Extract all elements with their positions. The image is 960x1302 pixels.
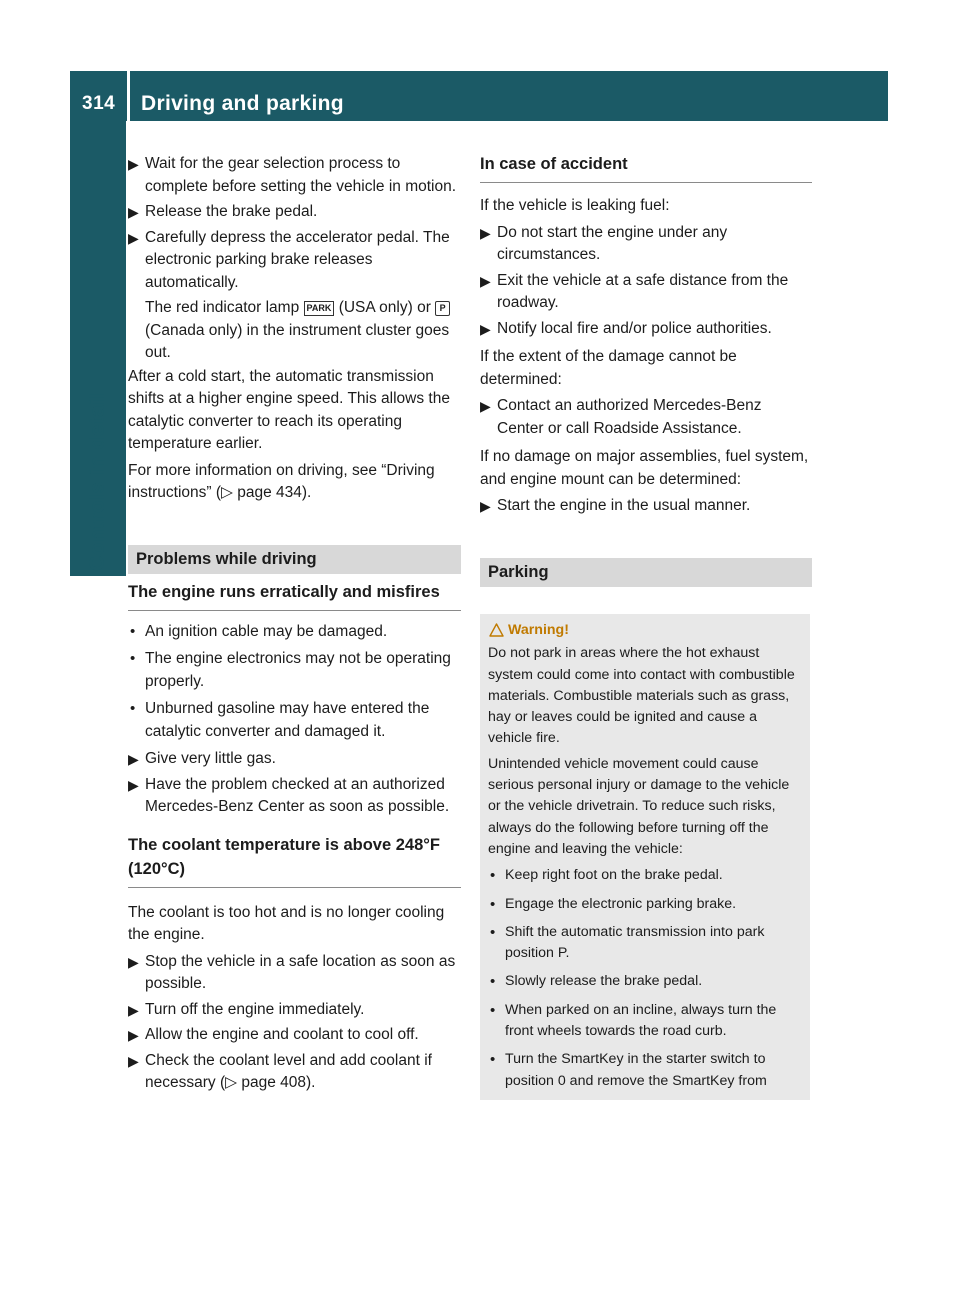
section-heading: Parking [480, 558, 812, 587]
bullet-item: • An ignition cable may be damaged. [130, 622, 388, 640]
step-item: ▶ Check the coolant level and add coolant if necessary (▷ page 408). [128, 1051, 432, 1091]
p-lamp-icon: P [435, 301, 450, 316]
step-marker: ▶ [128, 156, 139, 172]
subsection-heading: In case of accident [480, 152, 812, 183]
step-item: ▶ Have the problem checked at an authorized Mercedes-Benz Center as soon as possible. [128, 775, 450, 815]
chapter-title: Driving and parking [141, 92, 344, 115]
warning-box [480, 614, 810, 1100]
step-item: ▶ Do not start the engine under any circumstances. [480, 223, 728, 263]
step-item: ▶ Release the brake pedal. [128, 201, 461, 224]
page-number: 314 [82, 93, 116, 114]
step-item: ▶ Exit the vehicle at a safe distance from the roadway. [480, 271, 789, 311]
step-marker: ▶ [128, 204, 139, 220]
warning-bullet: • Keep right foot on the brake pedal. [490, 867, 723, 885]
park-lamp-icon: PARK [304, 301, 335, 316]
warning-title: Warning! [488, 620, 802, 641]
page-header [70, 71, 888, 121]
bullet-item: • Unburned gasoline may have entered the catalytic converter and damaged it. [130, 700, 430, 740]
paragraph: After a cold start, the automatic transmission shifts at a higher engine speed. This allows the catalytic converter to reach its operating temperature earlier. [128, 367, 450, 452]
step-item: ▶ Notify local fire and/or police authorities. [480, 319, 772, 337]
bullet-item: • The engine electronics may not be operating properly. [130, 650, 451, 690]
subsection-heading: The engine runs erratically and misfires [128, 580, 461, 611]
step-item: ▶ Contact an authorized Mercedes-Benz Center or call Roadside Assistance. [480, 397, 762, 437]
step-item: ▶ Carefully depress the accelerator pedal. The electronic parking brake releases automatically. [128, 228, 450, 291]
step-item: ▶ Wait for the gear selection process to complete before setting the vehicle in motion. [128, 155, 457, 195]
step-marker: ▶ [128, 229, 139, 246]
warning-triangle-icon [489, 623, 504, 637]
paragraph: The coolant is too hot and is no longer cooling the engine. [128, 903, 445, 943]
right-column [480, 152, 812, 587]
paragraph: If no damage on major assemblies, fuel system, and engine mount can be determined: [480, 448, 809, 488]
warning-bullet: • When parked on an incline, always turn the front wheels towards the road curb. [490, 1001, 777, 1040]
section-heading: Problems while driving [128, 545, 461, 574]
warning-paragraph: Do not park in areas where the hot exhaust system could come into contact with combustible materials. Combustible materials such as grass, hay or leaves could be ignited and cause a vehicle fire. [488, 645, 795, 747]
warning-bullet: • Engage the electronic parking brake. [490, 895, 737, 913]
step-item: ▶ Turn off the engine immediately. [128, 1000, 365, 1018]
step-item: ▶ Allow the engine and coolant to cool off. [128, 1026, 419, 1043]
step-item: ▶ Start the engine in the usual manner. [480, 497, 751, 514]
warning-bullet: • Shift the automatic transmission into park position P. [490, 923, 765, 962]
subsection-heading: The coolant temperature is above 248°F (120°C) [128, 833, 461, 888]
left-column [128, 153, 461, 1095]
step-item: ▶ Stop the vehicle in a safe location as soon as possible. [128, 952, 456, 992]
sidebar-label: Controls in detail [86, 392, 109, 571]
paragraph: For more information on driving, see “Driving instructions” (▷ page 434). [128, 461, 435, 501]
warning-bullet: • Slowly release the brake pedal. [490, 973, 703, 991]
warning-paragraph: Unintended vehicle movement could cause serious personal injury or damage to the vehicle or the vehicle drivetrain. To reduce such risks, always do the following before turning off the engine and leaving the vehicle: [488, 755, 790, 857]
paragraph: If the extent of the damage cannot be determined: [480, 348, 737, 388]
indicator-note: The red indicator lamp PARK (USA only) or P (Canada only) in the instrument cluster goes out. [145, 299, 450, 361]
step-item: ▶ Give very little gas. [128, 750, 276, 767]
warning-bullet: • Turn the SmartKey in the starter switch to position 0 and remove the SmartKey from [490, 1051, 767, 1089]
header-divider [127, 71, 130, 121]
paragraph: If the vehicle is leaking fuel: [480, 197, 670, 214]
